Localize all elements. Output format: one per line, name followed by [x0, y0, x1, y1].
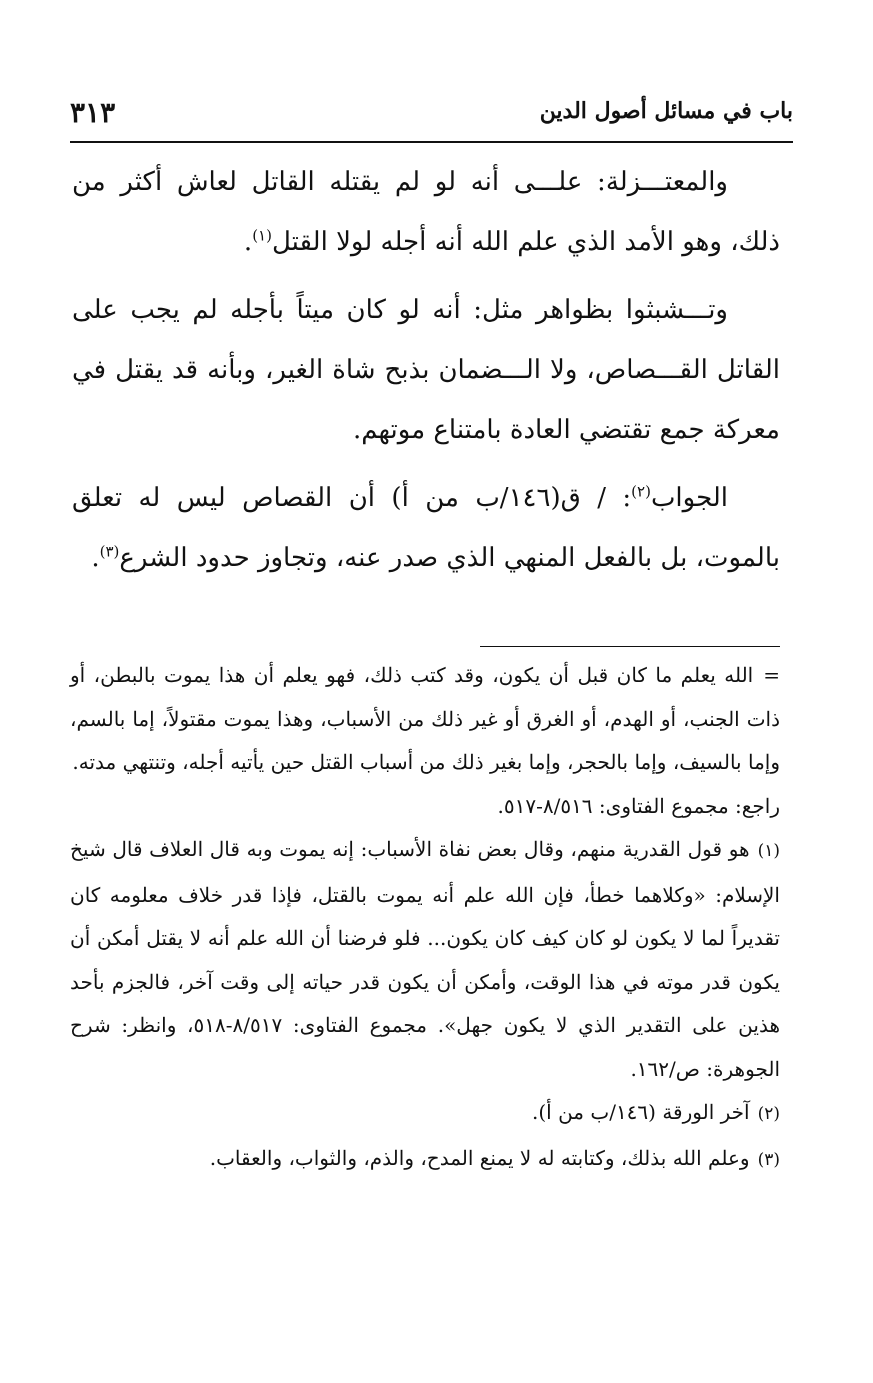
footnote-item [70, 1091, 780, 1137]
body-paragraph [72, 152, 780, 272]
body-paragraph [72, 280, 780, 460]
continuation-mark: = [763, 663, 780, 687]
paragraph-end: . [243, 227, 253, 257]
page-number: ٣١٣ [70, 96, 116, 129]
paragraph-text: والمعتـــزلة: علـــى أنه لو لم يقتله القاتل لعاش أكثر من ذلك، وهو الأمد الذي علم الله أنه أجله لولا القتل [72, 167, 780, 257]
paragraph-end: . [91, 543, 100, 573]
footnote-number: (٢) [757, 1104, 780, 1124]
footnote-marker: (٢) [631, 482, 651, 501]
main-text [72, 152, 780, 588]
paragraph-text: : / ق(١٤٦/ب من أ) أن القصاص ليس له تعلق بالموت، بل بالفعل المنهي الذي صدر عنه، وتجاوز حدود الشرع [72, 483, 780, 573]
header-divider [70, 141, 793, 143]
footnote-text: وعلم الله بذلك، وكتابته له لا يمنع المدح، والذم، والثواب، والعقاب. [209, 1145, 750, 1170]
footnote-text: الله يعلم ما كان قبل أن يكون، وقد كتب ذلك، فهو يعلم أن هذا يموت بالبطن، أو ذات الجنب، أو الهدم، أو الغرق أو غير ذلك من الأسباب، وهذا يموت مقتولاً، إما بالسم، وإما بالسيف، وإما بالحجر، وإما بغير ذلك من أسباب القتل حين يأتيه أجله، وتنتهي مدته. [70, 663, 780, 774]
footnote-continuation [70, 654, 780, 785]
running-title: باب في مسائل أصول الدين [539, 98, 793, 124]
footnote-reference: راجع: مجموع الفتاوى: ٨/٥١٦-٥١٧. [497, 793, 780, 818]
paragraph-text: وتـــشبثوا بظواهر مثل: أنه لو كان ميتاً بأجله لم يجب على القاتل القـــصاص، ولا الـــضمان بذبح شاة الغير، وبأنه قد يقتل في معركة جمع تقتضي العادة بامتناع موتهم. [72, 295, 780, 445]
footnote-number: (١) [757, 841, 780, 861]
footnote-text: هو قول القدرية منهم، وقال بعض نفاة الأسباب: إنه يموت وبه قال العلاف قال شيخ الإسلام: «وكلاهما خطأ، فإن الله علم أنه يموت بالقتل، فإذا قدر خلاف معلومه كان تقديراً لما لا يكون لو كان كيف كان يكون... فلو فرضنا أن الله علم أنه لا يقتل أمكن أن يكون قدر موته في هذا الوقت، وأمكن أن يكون قدر حياته إلى وقت آخر، فالجزم بأحد هذين على التقدير الذي لا يكون جهل». مجموع الفتاوى: ٨/٥١٧-٥١٨، وانظر: شرح الجوهرة: ص/١٦٢. [70, 837, 780, 1081]
footnote-separator [480, 646, 780, 647]
footnote-text: آخر الورقة (١٤٦/ب من أ). [532, 1100, 750, 1124]
footnote-item [70, 828, 780, 1091]
footnote-item [70, 1137, 780, 1183]
body-paragraph [72, 468, 780, 588]
paragraph-start: الجواب [650, 483, 728, 513]
footnotes [70, 654, 780, 1182]
running-header [70, 96, 793, 136]
footnote-number: (٣) [757, 1149, 780, 1170]
footnote-marker: (١) [252, 226, 272, 245]
footnote-marker: (٣) [99, 542, 120, 561]
